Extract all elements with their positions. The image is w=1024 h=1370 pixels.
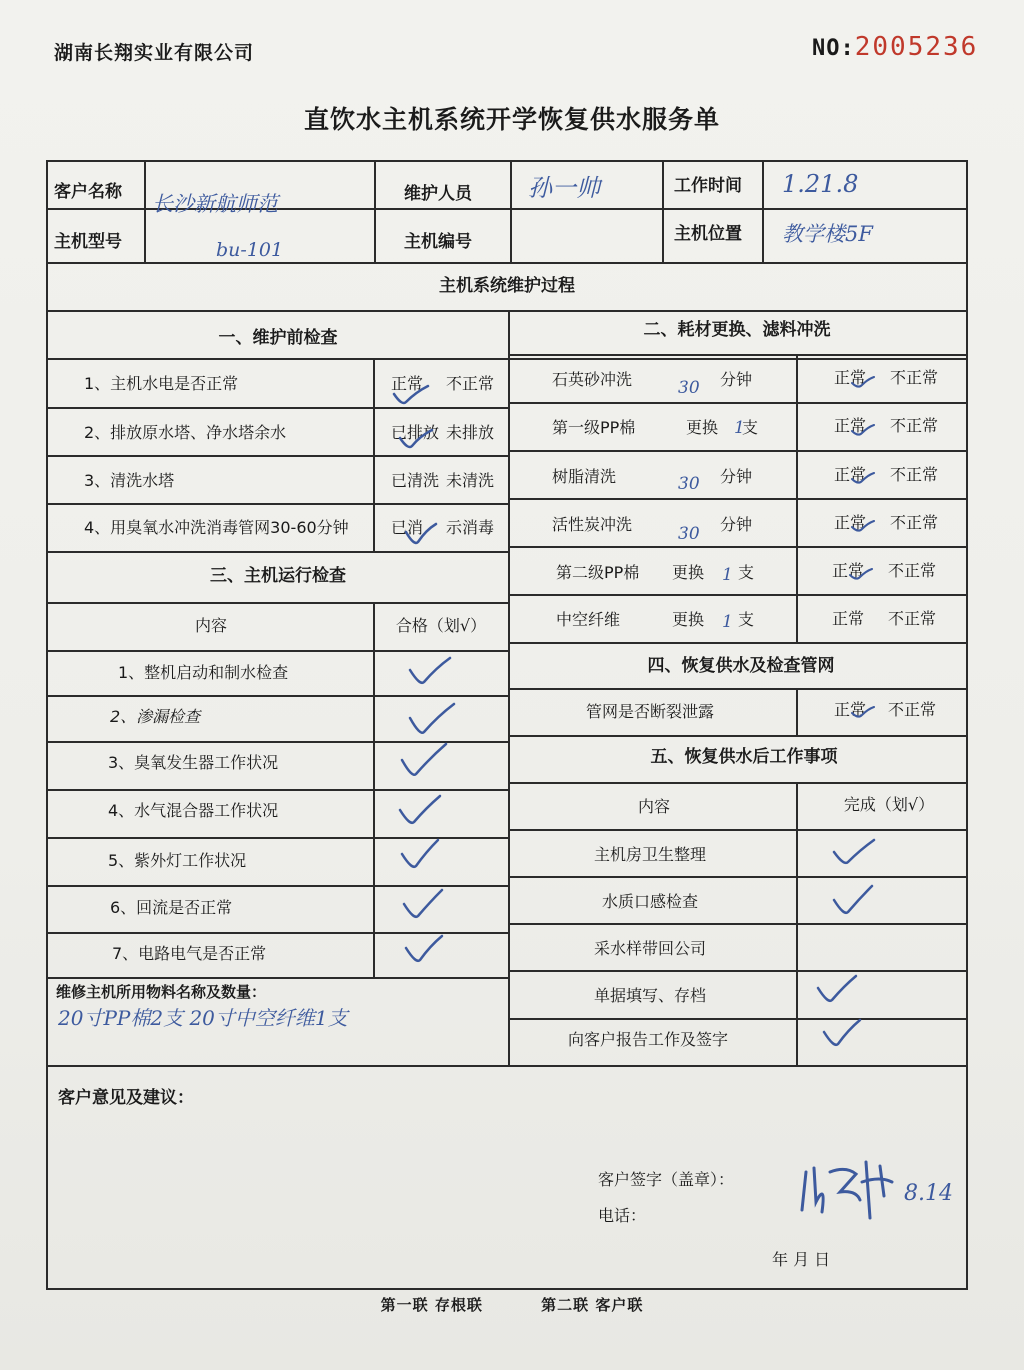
check-mark-icon <box>850 422 876 436</box>
feedback-label: 客户意见及建议： <box>58 1088 194 1108</box>
check-mark-icon <box>402 888 444 920</box>
s3-item-3: 3、臭氧发生器工作状况 <box>108 753 279 772</box>
check-mark-icon <box>822 1018 862 1048</box>
s2-item-5-action: 更换 <box>672 563 705 582</box>
s2-item-4-name: 活性炭冲洗 <box>552 515 633 534</box>
check-mark-icon <box>850 374 876 388</box>
s5-col-content: 内容 <box>637 797 671 816</box>
check-mark-icon <box>850 470 876 484</box>
check-mark-icon <box>850 518 876 532</box>
phone-label: 电话： <box>598 1206 647 1225</box>
check-mark-icon <box>832 838 876 866</box>
company-name: 湖南长翔实业有限公司 <box>54 42 255 64</box>
s2-item-4-opt-a: 正常 <box>834 513 867 532</box>
copy-one-label: 第一联 存根联 <box>380 1296 483 1314</box>
serial-number-block <box>812 32 978 62</box>
s5-item-2: 水质口感检查 <box>602 892 699 911</box>
s2-item-6-name: 中空纤维 <box>556 610 621 629</box>
s4-opt-b: 不正常 <box>888 700 937 719</box>
s3-item-7: 7、电路电气是否正常 <box>112 944 267 963</box>
s1-item-4-opt-a: 已消 <box>391 518 424 537</box>
signed-date: 8.14 <box>904 1181 953 1206</box>
location-value: 教学楼5F <box>782 222 873 246</box>
s2-item-2-opt-b: 不正常 <box>890 416 939 435</box>
s2-item-1-opt-a: 正常 <box>834 368 867 387</box>
s2-item-5-opt-a: 正常 <box>832 561 865 580</box>
s2-item-6-opt-a: 正常 <box>832 609 865 628</box>
s3-item-4: 4、水气混合器工作状况 <box>108 801 279 820</box>
check-mark-icon <box>408 702 456 736</box>
s1-item-2-opt-b: 未排放 <box>446 423 495 442</box>
check-mark-icon <box>400 838 440 870</box>
serial-label: NO: <box>812 36 855 61</box>
location-label: 主机位置 <box>674 224 742 244</box>
host-number-label: 主机编号 <box>404 232 472 252</box>
check-mark-icon <box>400 742 448 778</box>
s2-item-2-name: 第一级PP棉 <box>552 418 636 437</box>
section2-title: 二、耗材更换、滤料冲洗 <box>643 320 831 340</box>
s1-item-3: 3、清洗水塔 <box>84 471 175 490</box>
check-mark-icon <box>816 974 858 1004</box>
s3-item-5: 5、紫外灯工作状况 <box>108 851 247 870</box>
s2-item-6-unit: 支 <box>738 610 755 629</box>
s2-item-5-unit: 支 <box>738 563 755 582</box>
s2-item-1-name: 石英砂冲洗 <box>552 370 633 389</box>
check-mark-icon <box>398 428 434 450</box>
s2-item-2-action: 更换 <box>686 418 719 437</box>
s5-item-1: 主机房卫生整理 <box>594 845 707 864</box>
s2-item-5-amount: 1 <box>722 565 733 585</box>
process-title: 主机系统维护过程 <box>439 276 575 296</box>
check-mark-icon <box>850 704 876 718</box>
s2-item-1-amount: 30 <box>678 378 700 398</box>
s2-item-3-opt-a: 正常 <box>834 465 867 484</box>
s2-item-2-amount: 1 <box>734 418 745 438</box>
s2-item-2-opt-a: 正常 <box>834 416 867 435</box>
customer-signature <box>796 1152 906 1224</box>
section3-title: 三、主机运行检查 <box>210 566 346 586</box>
check-mark-icon <box>398 794 442 826</box>
check-mark-icon <box>392 384 430 406</box>
s1-item-1-opt-b: 不正常 <box>446 374 495 393</box>
s2-item-1-opt-b: 不正常 <box>890 368 939 387</box>
s2-item-3-opt-b: 不正常 <box>890 465 939 484</box>
section5-title: 五、恢复供水后工作事项 <box>650 747 838 767</box>
signature-label: 客户签字（盖章）： <box>598 1170 735 1189</box>
s5-item-4: 单据填写、存档 <box>594 986 707 1005</box>
s4-item: 管网是否断裂泄露 <box>586 702 715 721</box>
model-label: 主机型号 <box>54 232 122 252</box>
s5-item-3: 采水样带回公司 <box>594 939 707 958</box>
check-mark-icon <box>832 884 874 916</box>
s3-col-content: 内容 <box>194 616 228 635</box>
customer-name-value: 长沙新航师范 <box>152 192 278 216</box>
check-mark-icon <box>848 566 874 580</box>
serial-number: 2005236 <box>854 32 979 62</box>
materials-label: 维修主机所用物料名称及数量： <box>56 983 267 1001</box>
s2-item-4-opt-b: 不正常 <box>890 513 939 532</box>
s1-item-2-opt-a: 已排放 <box>391 423 440 442</box>
date-label: 年 月 日 <box>772 1250 831 1269</box>
section4-title: 四、恢复供水及检查管网 <box>647 656 835 676</box>
s2-item-4-amount: 30 <box>678 524 700 544</box>
s2-item-5-name: 第二级PP棉 <box>556 563 640 582</box>
check-mark-icon <box>404 934 444 964</box>
maintainer-value: 孙一帅 <box>528 174 600 202</box>
s5-col-done: 完成（划√） <box>843 795 935 814</box>
maintainer-label: 维护人员 <box>404 184 472 204</box>
s2-item-4-unit: 分钟 <box>720 515 753 534</box>
worktime-value: 1.21.8 <box>782 170 859 198</box>
worktime-label: 工作时间 <box>674 176 742 196</box>
s2-item-6-opt-b: 不正常 <box>888 609 937 628</box>
s2-item-3-unit: 分钟 <box>720 467 753 486</box>
s3-item-6: 6、回流是否正常 <box>110 898 233 917</box>
s3-item-1: 1、整机启动和制水检查 <box>118 663 289 682</box>
s1-item-3-opt-a: 已清洗 <box>391 471 440 490</box>
s1-item-4: 4、用臭氧水冲洗消毒管网30-60分钟 <box>84 518 349 537</box>
s2-item-3-amount: 30 <box>678 474 700 494</box>
materials-value: 20寸PP棉2支 20寸中空纤维1支 <box>58 1006 348 1030</box>
s2-item-3-name: 树脂清洗 <box>552 467 617 486</box>
s2-item-6-action: 更换 <box>672 610 705 629</box>
s1-item-2: 2、排放原水塔、净水塔余水 <box>84 423 287 442</box>
s3-col-pass: 合格（划√） <box>395 616 487 635</box>
s5-item-5: 向客户报告工作及签字 <box>568 1030 729 1049</box>
check-mark-icon <box>404 522 438 546</box>
s1-item-1: 1、主机水电是否正常 <box>84 374 239 393</box>
s2-item-6-amount: 1 <box>722 612 733 632</box>
s1-item-3-opt-b: 未清洗 <box>446 471 495 490</box>
form-table <box>46 160 968 1290</box>
s3-item-2: 2、渗漏检查 <box>110 707 201 726</box>
s2-item-1-unit: 分钟 <box>720 370 753 389</box>
form-footer <box>0 1294 1024 1315</box>
s1-item-4-opt-b: 示消毒 <box>446 518 495 537</box>
customer-name-label: 客户名称 <box>54 182 122 202</box>
s2-item-5-opt-b: 不正常 <box>888 561 937 580</box>
copy-two-label: 第二联 客户联 <box>541 1296 644 1314</box>
s2-item-2-unit: 支 <box>742 418 759 437</box>
s1-item-1-opt-a: 正常 <box>391 374 424 393</box>
page-title: 直饮水主机系统开学恢复供水服务单 <box>303 105 720 134</box>
section1-title: 一、维护前检查 <box>218 328 338 348</box>
s4-opt-a: 正常 <box>834 700 867 719</box>
model-value: bu-101 <box>216 239 284 261</box>
check-mark-icon <box>408 656 452 686</box>
